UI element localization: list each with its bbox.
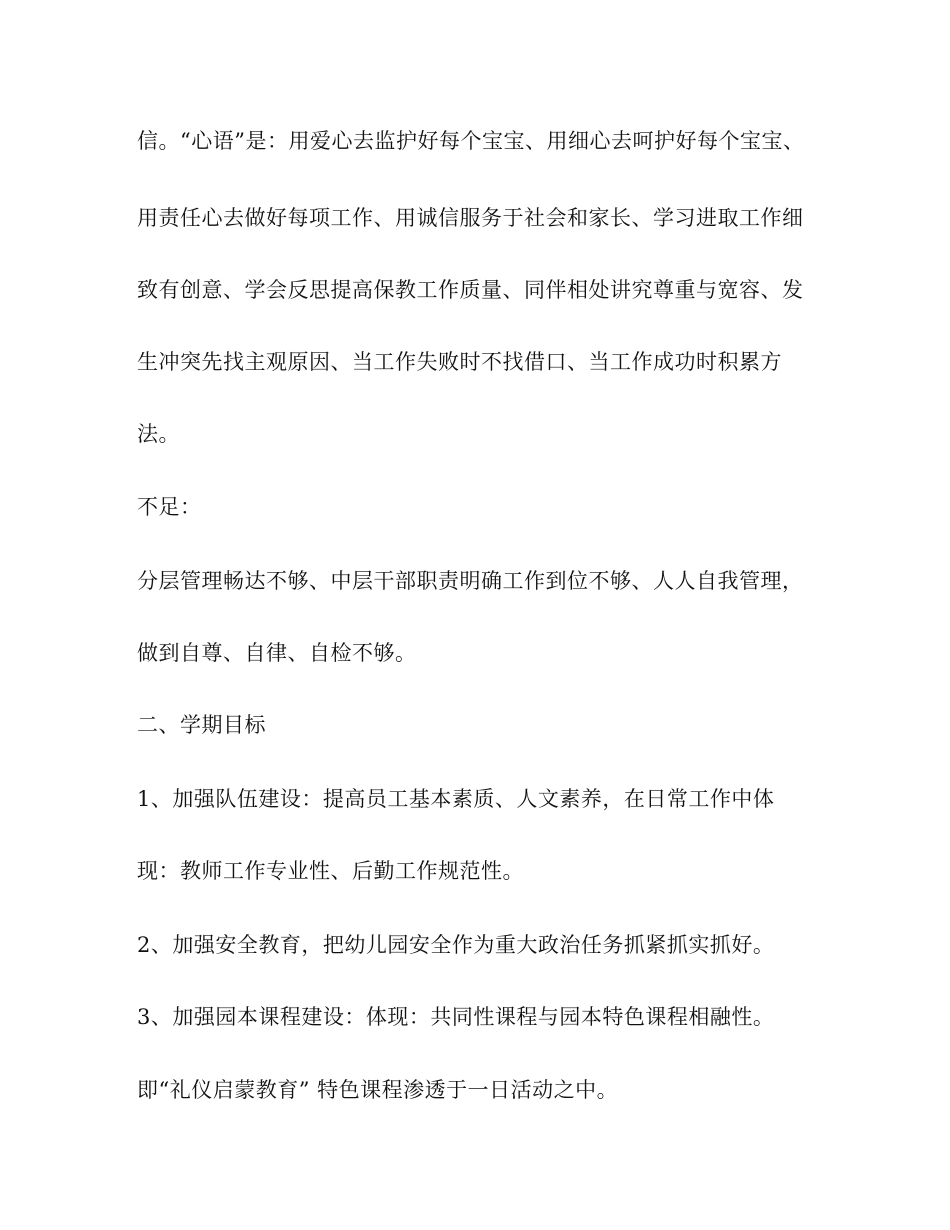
section-label: 不足： [137,495,202,519]
list-item: 1、加强队伍建设：提高员工基本素质、人文素养，在日常工作中体 [137,787,775,811]
text-line: 用责任心去做好每项工作、用诚信服务于社会和家长、学习进取工作细 [137,206,804,230]
text-line: 现：教师工作专业性、后勤工作规范性。 [137,859,524,883]
text-line: 做到自尊、自律、自检不够。 [137,641,417,665]
list-item: 3、加强园本课程建设：体现：共同性课程与园本特色课程相融性。 [137,1005,775,1029]
section-heading: 二、学期目标 [137,713,266,737]
text-line: 法。 [137,422,180,446]
list-item: 2、加强安全教育，把幼儿园安全作为重大政治任务抓紧抓实抓好。 [137,933,775,957]
text-line: 分层管理畅达不够、中层干部职责明确工作到位不够、人人自我管理， [137,569,804,593]
text-line: 致有创意、学会反思提高保教工作质量、同伴相处讲究尊重与宽容、发 [137,278,804,302]
text-line: 生冲突先找主观原因、当工作失败时不找借口、当工作成功时积累方 [137,350,782,374]
text-line: 信。“心语”是：用爱心去监护好每个宝宝、用细心去呵护好每个宝宝、 [137,129,805,153]
text-line: 即“礼仪启蒙教育” 特色课程渗透于一日活动之中。 [137,1078,619,1102]
